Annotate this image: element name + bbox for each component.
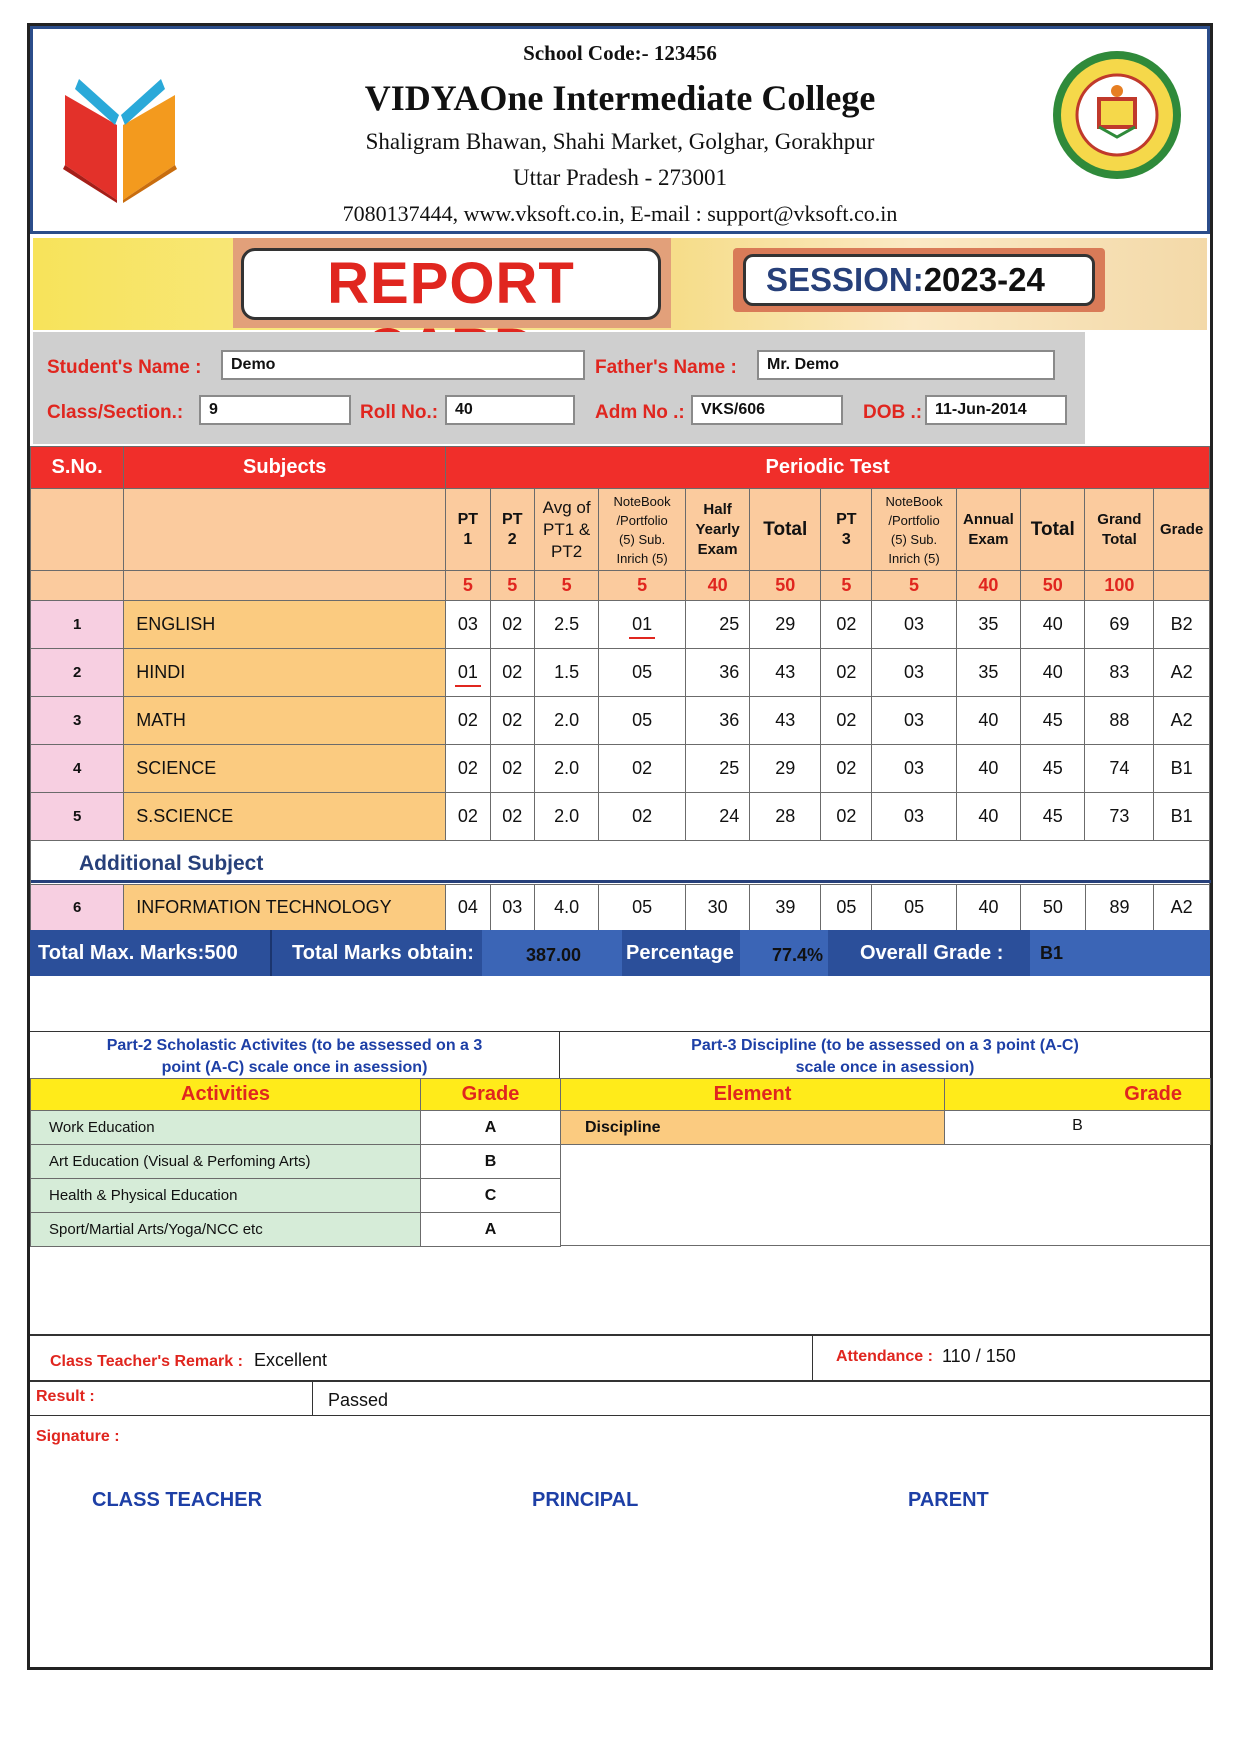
- cell: 02: [490, 649, 534, 697]
- activity-grade: A: [421, 1213, 561, 1247]
- element-name: Discipline: [561, 1111, 945, 1145]
- cell: 25: [685, 601, 749, 649]
- class-teacher-signature: CLASS TEACHER: [92, 1489, 263, 1511]
- overall-grade-label: Overall Grade :: [860, 942, 1004, 964]
- cell: 02: [446, 793, 490, 841]
- session-value: 2023-24: [923, 261, 1045, 298]
- cell: 02: [599, 745, 686, 793]
- cell: 03: [872, 793, 956, 841]
- cell: 74: [1085, 745, 1154, 793]
- class-label: Class/Section.:: [47, 402, 184, 423]
- discipline-header-row: [561, 1079, 1211, 1111]
- max-mark: 5: [446, 571, 490, 601]
- report-card-page: [27, 23, 1213, 1670]
- cell: 1.5: [534, 649, 598, 697]
- row-subject: MATH: [124, 697, 446, 745]
- grade-header: Grade: [1154, 489, 1210, 571]
- cell: [599, 601, 686, 649]
- student-info-panel: [33, 332, 1085, 444]
- activities-table: [30, 1078, 561, 1247]
- adm-label: Adm No .:: [595, 402, 685, 423]
- cell: 03: [872, 697, 956, 745]
- pt3-header: PT 3: [821, 489, 872, 571]
- element-header: Element: [561, 1079, 945, 1111]
- total2-header: Total: [1021, 489, 1085, 571]
- cell: B1: [1154, 745, 1210, 793]
- avg-header: Avg of PT1 & PT2: [534, 489, 598, 571]
- max-mark: 40: [685, 571, 749, 601]
- additional-subject-section: [30, 838, 1210, 884]
- grand-total-header: Grand Total: [1085, 489, 1154, 571]
- cell: 03: [872, 601, 956, 649]
- principal-signature: PRINCIPAL: [532, 1489, 639, 1511]
- element-grade: B: [945, 1111, 1211, 1145]
- notebook2-header: NoteBook /Portfolio (5) Sub. Inrich (5): [872, 489, 956, 571]
- report-card-title: REPORT: [241, 248, 661, 320]
- teacher-remark-value: Excellent: [254, 1350, 328, 1370]
- annual-exam-header: Annual Exam: [956, 489, 1020, 571]
- row-subject: INFORMATION TECHNOLOGY: [124, 885, 446, 931]
- cell: 29: [750, 745, 821, 793]
- cell: 02: [821, 697, 872, 745]
- row-sno: 4: [31, 745, 124, 793]
- table-row: [31, 745, 1210, 793]
- cell: 2.5: [534, 601, 598, 649]
- report-card-banner: [33, 238, 1207, 330]
- cell: 45: [1021, 793, 1085, 841]
- cell: B2: [1154, 601, 1210, 649]
- cell: 4.0: [535, 885, 599, 931]
- row-sno: 1: [31, 601, 124, 649]
- max-mark: 5: [534, 571, 598, 601]
- cell: 29: [750, 601, 821, 649]
- cell: 02: [821, 649, 872, 697]
- cell: A2: [1154, 885, 1210, 931]
- percentage-label: Percentage: [626, 942, 734, 964]
- cell: 02: [446, 697, 490, 745]
- activities-header-row: [31, 1079, 561, 1111]
- discipline-grade-header: Grade: [945, 1079, 1211, 1111]
- max-mark: 5: [821, 571, 872, 601]
- cell: 05: [599, 649, 686, 697]
- activity-name: Work Education: [31, 1111, 421, 1145]
- row-sno: 2: [31, 649, 124, 697]
- subjects-header: Subjects: [124, 447, 446, 489]
- row-sno: 3: [31, 697, 124, 745]
- cell: 02: [821, 745, 872, 793]
- cell: 03: [446, 601, 490, 649]
- cell: B1: [1154, 793, 1210, 841]
- cell: 35: [956, 649, 1020, 697]
- cell: 2.0: [534, 745, 598, 793]
- cell: 88: [1085, 697, 1154, 745]
- marks-table: [30, 446, 1210, 841]
- table-row: [31, 1111, 561, 1145]
- total-marks-obtain-value: 387.00: [526, 945, 582, 965]
- cell: 02: [821, 601, 872, 649]
- cell: 25: [685, 745, 749, 793]
- percentage-value: 77.4%: [772, 945, 824, 965]
- dob-label: DOB .:: [863, 402, 923, 423]
- parent-signature: PARENT: [908, 1489, 989, 1511]
- max-mark: 50: [750, 571, 821, 601]
- adm-field: VKS/606: [691, 395, 843, 425]
- cell: 69: [1085, 601, 1154, 649]
- cell: 36: [685, 697, 749, 745]
- additional-subject-label: Additional Subject: [79, 852, 264, 875]
- activity-grade: C: [421, 1179, 561, 1213]
- table-row: [31, 1213, 561, 1247]
- cell: 03: [872, 745, 956, 793]
- total-max-marks: Total Max. Marks:500: [38, 942, 238, 964]
- cell: 02: [490, 697, 534, 745]
- cell: 83: [1085, 649, 1154, 697]
- cell: 24: [685, 793, 749, 841]
- marks-header-row: [31, 447, 1210, 489]
- teacher-remark-label: Class Teacher's Remark :: [50, 1353, 243, 1370]
- half-yearly-header: Half Yearly Exam: [685, 489, 749, 571]
- cell: 02: [599, 793, 686, 841]
- attendance-value: 110 / 150: [942, 1346, 1016, 1366]
- school-code: School Code:- 123456: [523, 41, 717, 65]
- max-mark: 50: [1021, 571, 1085, 601]
- cell: A2: [1154, 697, 1210, 745]
- cell: 05: [599, 885, 686, 931]
- cell: 89: [1085, 885, 1154, 931]
- table-row: [31, 793, 1210, 841]
- totals-bar: [30, 930, 1210, 976]
- row-sno: 6: [31, 885, 124, 931]
- cell: 45: [1021, 697, 1085, 745]
- activity-grade: A: [421, 1111, 561, 1145]
- student-name-label: Student's Name :: [47, 357, 202, 378]
- school-address-line1: Shaligram Bhawan, Shahi Market, Golghar, Gorakhpur: [365, 129, 875, 154]
- cell: 02: [490, 601, 534, 649]
- signature-label: Signature :: [36, 1428, 120, 1445]
- discipline-table: [560, 1078, 1211, 1145]
- table-row: [31, 1179, 561, 1213]
- cell: 30: [685, 885, 749, 931]
- additional-subject-table: [30, 884, 1210, 931]
- max-mark: 5: [872, 571, 956, 601]
- row-sno: 5: [31, 793, 124, 841]
- cell: 05: [821, 885, 872, 931]
- attendance-label: Attendance :: [836, 1348, 933, 1365]
- pt1-header: PT 1: [446, 489, 490, 571]
- row-subject: S.SCIENCE: [124, 793, 446, 841]
- activity-grade: B: [421, 1145, 561, 1179]
- cell: 02: [821, 793, 872, 841]
- cell: 28: [750, 793, 821, 841]
- max-mark: 5: [490, 571, 534, 601]
- cell: 36: [685, 649, 749, 697]
- divider: [30, 1415, 1210, 1416]
- underlined-mark: 01: [455, 662, 481, 687]
- divider: [31, 880, 1211, 883]
- max-mark: 100: [1085, 571, 1154, 601]
- class-field: 9: [199, 395, 351, 425]
- cell: 40: [956, 745, 1020, 793]
- total-marks-obtain-label: Total Marks obtain:: [292, 942, 474, 964]
- row-subject: ENGLISH: [124, 601, 446, 649]
- max-marks-row: [31, 571, 1210, 601]
- cell: 40: [1021, 649, 1085, 697]
- cell: 40: [956, 885, 1020, 931]
- result-label: Result :: [36, 1388, 95, 1405]
- cell: A2: [1154, 649, 1210, 697]
- activity-name: Art Education (Visual & Perfoming Arts): [31, 1145, 421, 1179]
- row-subject: SCIENCE: [124, 745, 446, 793]
- marks-subheader-row: [31, 489, 1210, 571]
- cell: 03: [872, 649, 956, 697]
- divider: [30, 1380, 1210, 1382]
- activity-name: Sport/Martial Arts/Yoga/NCC etc: [31, 1213, 421, 1247]
- cell: 2.0: [534, 697, 598, 745]
- cell: 50: [1021, 885, 1085, 931]
- cell: 40: [956, 697, 1020, 745]
- school-contact: 7080137444, www.vksoft.co.in, E-mail : support@vksoft.co.in: [342, 201, 898, 226]
- session-label: SESSION:: [766, 261, 924, 298]
- max-mark: 40: [956, 571, 1020, 601]
- cell: 43: [750, 649, 821, 697]
- session-box: [743, 254, 1095, 306]
- table-row: [31, 601, 1210, 649]
- school-address-line2: Uttar Pradesh - 273001: [513, 165, 727, 190]
- cell: 03: [490, 885, 534, 931]
- activities-header: Activities: [31, 1079, 421, 1111]
- activities-grade-header: Grade: [421, 1079, 561, 1111]
- cell: [446, 649, 490, 697]
- cell: 02: [490, 745, 534, 793]
- cell: 2.0: [534, 793, 598, 841]
- cell: 39: [750, 885, 821, 931]
- cell: 02: [446, 745, 490, 793]
- part2-title: Part-2 Scholastic Activites (to be assessed on a 3 point (A-C) scale once in asession): [30, 1032, 560, 1080]
- school-header: [30, 26, 1210, 234]
- cell: 73: [1085, 793, 1154, 841]
- father-name-label: Father's Name :: [595, 357, 737, 378]
- table-row: [31, 649, 1210, 697]
- max-mark: 5: [599, 571, 686, 601]
- dob-field: 11-Jun-2014: [925, 395, 1067, 425]
- cell: 35: [956, 601, 1020, 649]
- cell: 04: [446, 885, 490, 931]
- notebook1-header: NoteBook /Portfolio (5) Sub. Inrich (5): [599, 489, 686, 571]
- part3-title: Part-3 Discipline (to be assessed on a 3 point (A-C) scale once in asession): [691, 1037, 1079, 1076]
- school-name: VIDYAOne Intermediate College: [364, 78, 876, 118]
- table-row: [31, 697, 1210, 745]
- table-row: [31, 885, 1210, 931]
- sno-header: S.No.: [31, 447, 124, 489]
- cell: 02: [490, 793, 534, 841]
- father-name-field: Mr. Demo: [757, 350, 1055, 380]
- row-subject: HINDI: [124, 649, 446, 697]
- table-row: [31, 1145, 561, 1179]
- divider: [30, 1334, 1210, 1336]
- activity-name: Health & Physical Education: [31, 1179, 421, 1213]
- underlined-mark: 01: [629, 614, 655, 639]
- roll-label: Roll No.:: [360, 402, 439, 423]
- cell: 43: [750, 697, 821, 745]
- cell: 05: [872, 885, 956, 931]
- roll-field: 40: [445, 395, 575, 425]
- pt2-header: PT 2: [490, 489, 534, 571]
- student-name-field: Demo: [221, 350, 585, 380]
- table-row: [561, 1111, 1211, 1145]
- cell: 40: [1021, 601, 1085, 649]
- cell: 05: [599, 697, 686, 745]
- periodic-test-header: Periodic Test: [446, 447, 1210, 489]
- cell: 40: [956, 793, 1020, 841]
- board-seal-icon: [1049, 41, 1185, 189]
- total1-header: Total: [750, 489, 821, 571]
- result-value: Passed: [328, 1390, 389, 1410]
- overall-grade-value: B1: [1040, 943, 1064, 963]
- cell: 45: [1021, 745, 1085, 793]
